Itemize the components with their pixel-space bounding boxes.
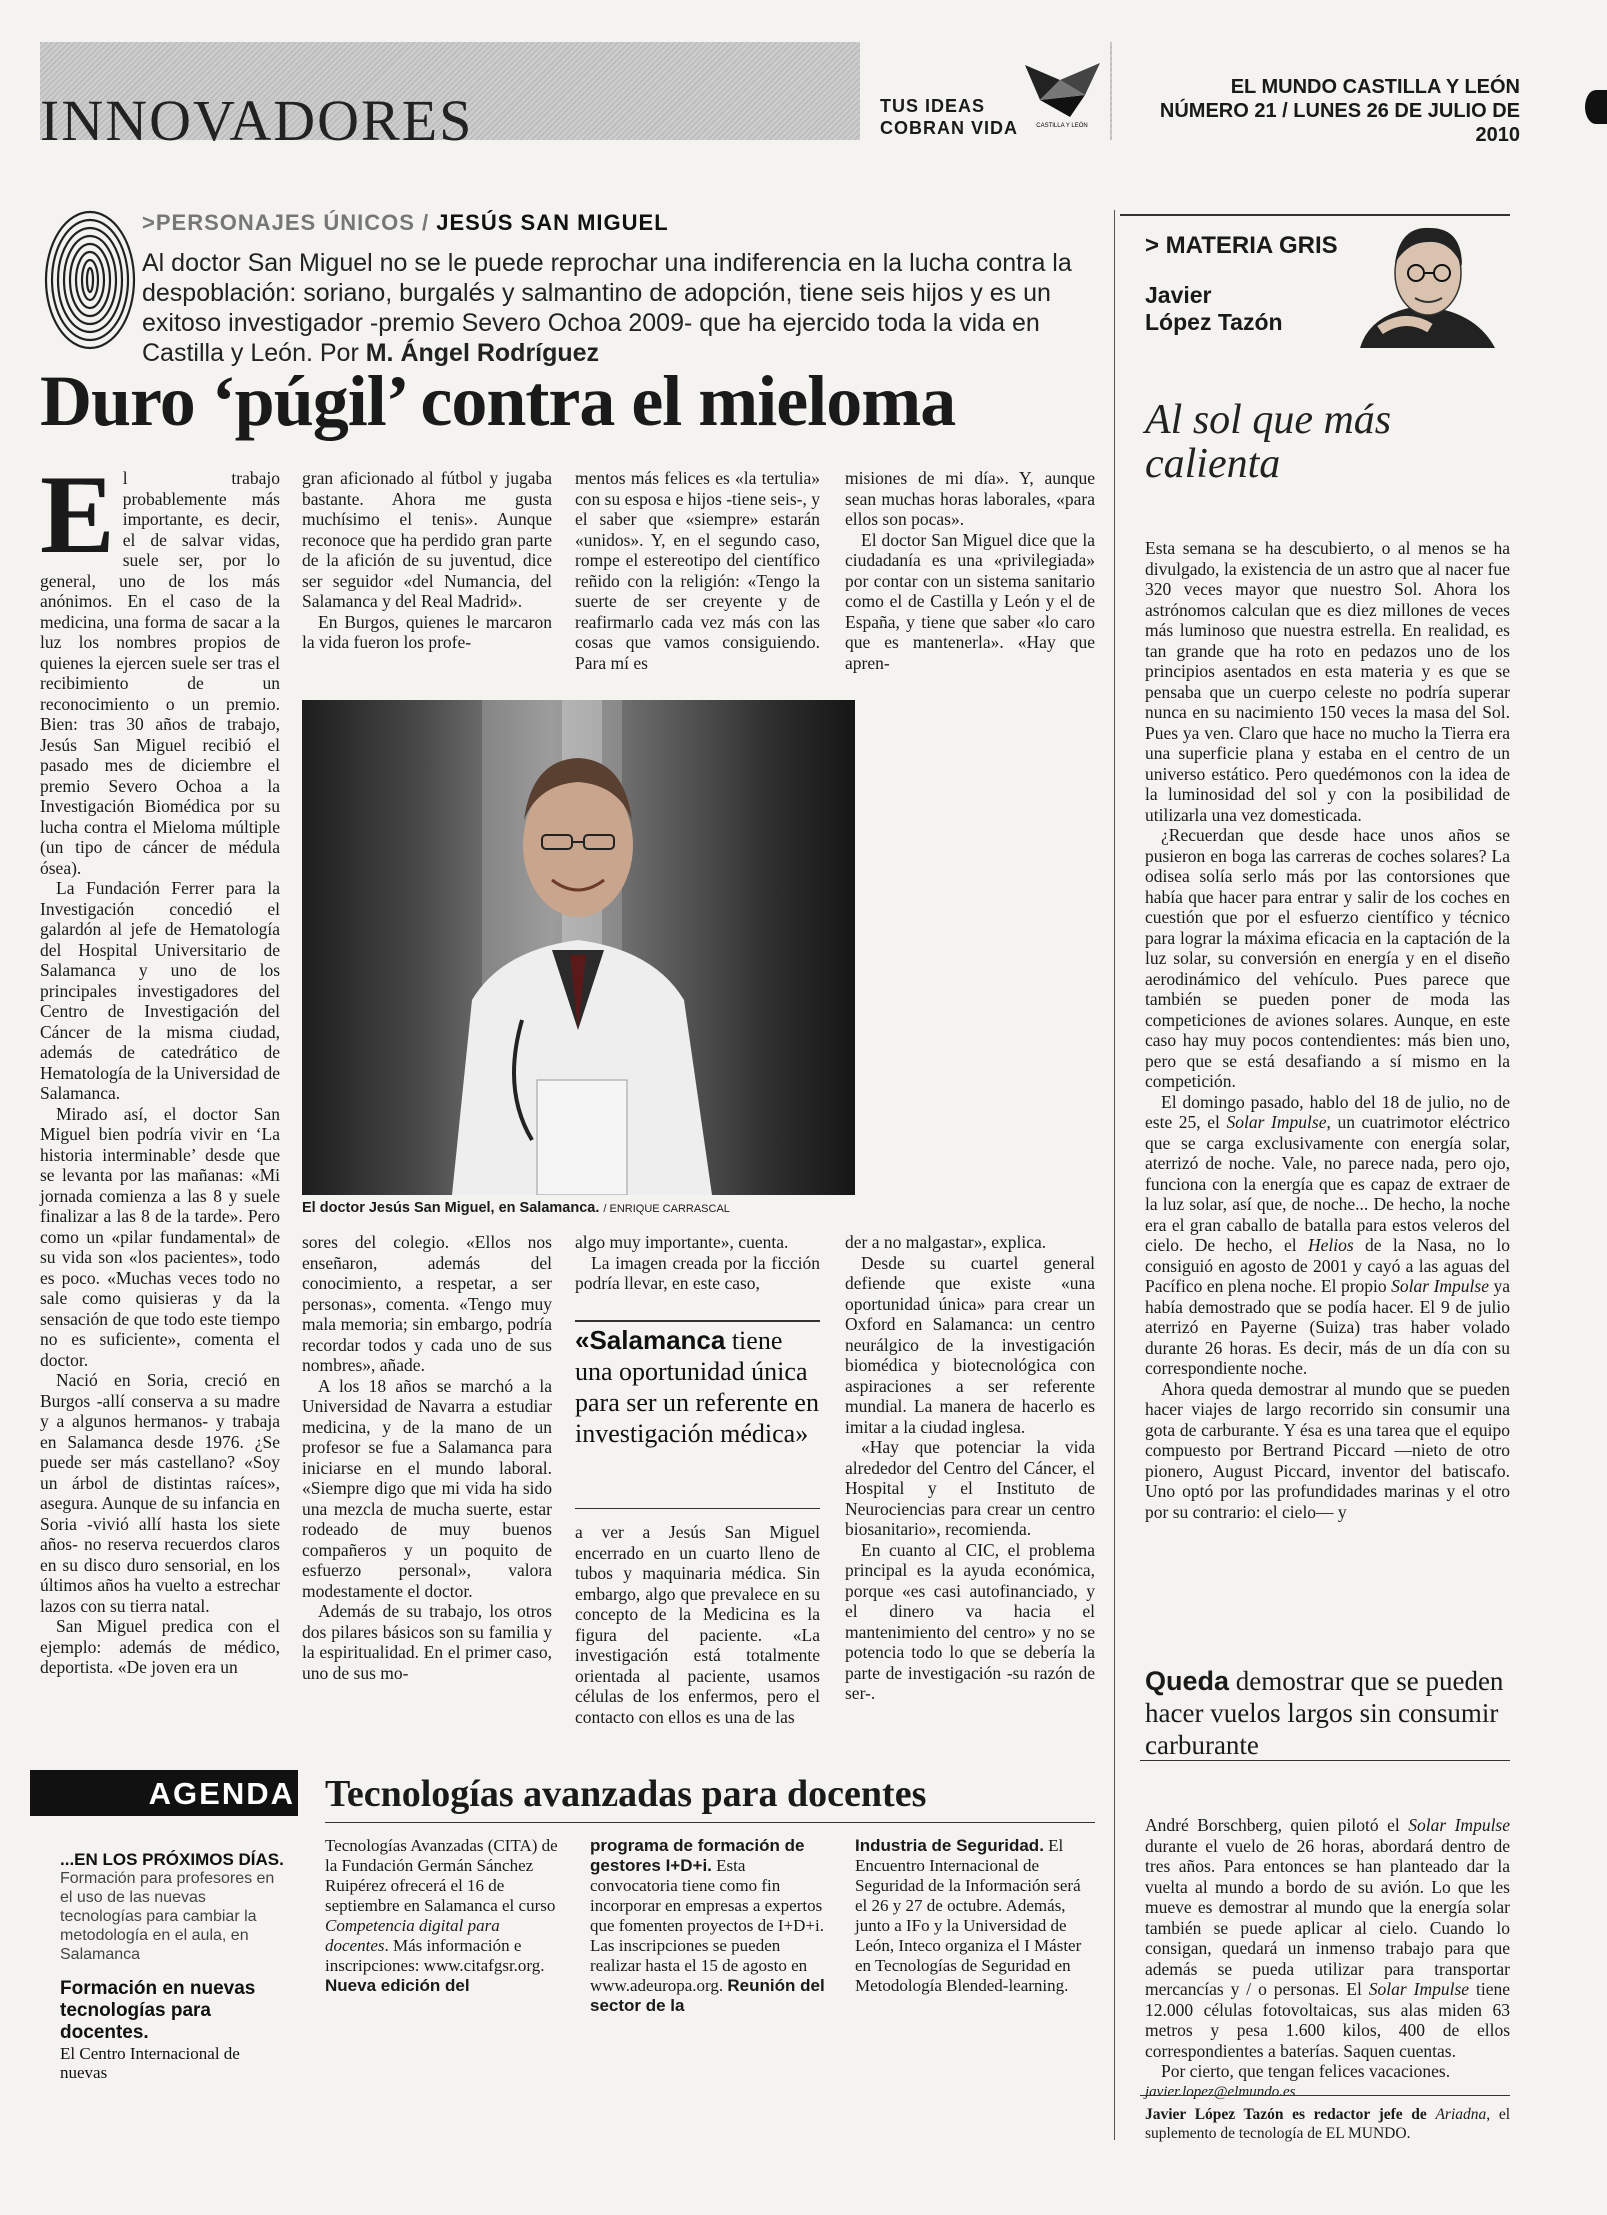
agenda-side bbox=[60, 1850, 290, 2082]
agenda-c1-a: Tecnologías Avanzadas (CITA) de la Fundación Germán Sánchez Ruipérez ofrecerá el 16 de septiembre en Salamanca el curso bbox=[325, 1836, 558, 1915]
sidebar-p3-i2: Helios bbox=[1307, 1235, 1354, 1255]
agenda-side-sub: Formación en nuevas tecnologías para docentes. bbox=[60, 1978, 256, 2043]
col1-para-3: Mirado así, el doctor San Miguel bien podría vivir en ‘La historia interminable’ desde que se levanta por las mañanas: «Mi jornada comienza a las 8 y suele finalizar a las 8 de la tarde». Pero como un «pilar fundamental» de su vida son «los pacientes», todo es poco. «Muchas veces todo no sale como quisieras y da la sensación de que todo este tiempo no es suficiente», comenta el doctor. bbox=[40, 1103, 280, 1370]
sidebar-para-6: Por cierto, que tengan felices vacaciones. bbox=[1161, 2061, 1451, 2081]
sidebar-p3-i3: Solar Impulse bbox=[1391, 1276, 1489, 1296]
agenda-side-kicker: ...EN LOS PRÓXIMOS DÍAS. bbox=[60, 1850, 284, 1869]
col2-bottom-para-1: sores del colegio. «Ellos nos enseñaron, además del conocimiento, a respetar, a ser personas», comenta. «Tengo muy mala memoria; sin embargo, podría recordar todos y cada uno de sus nombres», añade. bbox=[302, 1232, 552, 1375]
col2-bottom-para-2: A los 18 años se marchó a la Universidad de Navarra a estudiar medicina, y de la mano de un profesor se fue a Salamanca para iniciarse en el mundo laboral. «Siempre digo que mi vida ha sido una mezcla de mucha suerte, estar rodeado de muy buenos compañeros y un poquito de esfuerzo personal», valora modestamente el doctor. bbox=[302, 1375, 552, 1601]
section-title: INNOVADORES bbox=[40, 88, 474, 153]
sidebar-p5-i1: Solar Impulse bbox=[1408, 1815, 1511, 1835]
article-column-3-end bbox=[575, 1522, 820, 1727]
article-column-2-top bbox=[302, 468, 552, 653]
agenda-c2-text: Esta convocatoria tiene como fin incorporar en empresas a expertos que fomenten proyectos de I+D+i. Las inscripciones se pueden realizar hasta el 15 de agosto en www.adeuropa.org. bbox=[590, 1856, 824, 1995]
sidebar-body bbox=[1145, 538, 1510, 1522]
pull-quote-rule-bottom bbox=[575, 1508, 820, 1509]
kicker-section: >PERSONAJES ÚNICOS / bbox=[142, 210, 430, 235]
article-column-3-top bbox=[575, 468, 820, 673]
sidebar-pull-bold: Queda bbox=[1145, 1666, 1230, 1696]
issue-date: NÚMERO 21 / LUNES 26 DE JULIO DE 2010 bbox=[1159, 100, 1520, 146]
caption-text: El doctor Jesús San Miguel, en Salamanca. bbox=[302, 1200, 600, 1216]
agenda-side-desc: Formación para profesores en el uso de las nuevas tecnologías para cambiar la metodología en el aula, en Salamanca bbox=[60, 1870, 275, 1963]
column-title: Al sol que más calienta bbox=[1145, 397, 1392, 487]
article-deck bbox=[142, 248, 1092, 368]
agenda-c3-bold: Industria de Seguridad. bbox=[855, 1836, 1044, 1855]
kicker-name: JESÚS SAN MIGUEL bbox=[436, 210, 669, 235]
col4-bottom-para-1: der a no malgastar», explica. bbox=[845, 1232, 1047, 1252]
agenda-c3-text: El Encuentro Internacional de Seguridad de la Información será el 26 y 27 de octubre. Además, junto a IFo y la Universidad de León, Inteco organiza el I Máster en Tecnologías de Seguridad en Metodología Blended-learning. bbox=[855, 1836, 1082, 1995]
sidebar-p3-i1: Solar Impulse bbox=[1226, 1112, 1327, 1132]
sidebar-p3-b: , un cuatrimotor eléctrico que se carga exclusivamente con energía solar, aterrizó de noche. Vale, no parece nada, pero ojo, funciona con la energía que es capaz de extraer de la luz solar, así que, de noche... De hecho, la noche era el gran caballo de batalla para estos veleros del cielo. De hecho, el bbox=[1145, 1112, 1511, 1255]
slogan-line-2: COBRAN VIDA bbox=[880, 118, 1019, 138]
bio-b: , el suplemento de tecnología de EL MUNDO. bbox=[1145, 2106, 1510, 2142]
agenda-column-2 bbox=[590, 1836, 835, 2016]
col2-bottom-para-3: Además de su trabajo, los otros dos pilares básicos son su familia y la espiritualidad. En el primer caso, uno de sus mo- bbox=[302, 1601, 552, 1683]
article-kicker bbox=[142, 210, 669, 236]
col4-bottom-para-3: «Hay que potenciar la vida alrededor del Centro del Cáncer, el Hospital y el Instituto de Neurociencias para crear un centro biosanitario», recomienda. bbox=[845, 1437, 1095, 1539]
sidebar-p3-d: ya había demostrado que se podía hacer. El 9 de julio aterrizó en Payerne (Suiza) tras haber volado durante 26 horas. Es decir, más de un día con su correspondiente noche. bbox=[1145, 1276, 1511, 1378]
slogan-line-1: TUS IDEAS bbox=[880, 96, 986, 116]
sidebar-divider bbox=[1114, 210, 1115, 2140]
col1-para-1: l trabajo probablemente más importante, es decir, el de salvar vidas, suele ser, por lo general, uno de los más anónimos. En el caso de la medicina, una forma de sacar a la luz los nombres propios de quienes la ejercen suele ser tras el recibimiento de un reconocimiento o un premio. Bien: tras 30 años de trabajo, Jesús San Miguel recibió el pasado mes de diciembre el premio Severo Ochoa a la Investigación Biomédica por su lucha contra el Mieloma múltiple (un tipo de cáncer de médula ósea). bbox=[40, 468, 280, 878]
col4-bottom-para-2: Desde su cuartel general defiende que existe «una oportunidad única» para crear un Oxford en Salamanca: un centro neurálgico de la investigación biomédica y biotecnológica con aspiraciones a ser referente mundial. La manera de hacerlo es imitar a la ciudad inglesa. bbox=[845, 1252, 1095, 1437]
edge-mark bbox=[1585, 90, 1607, 124]
article-column-3-bottom bbox=[575, 1232, 820, 1294]
agenda-title: Tecnologías avanzadas para docentes bbox=[325, 1773, 927, 1815]
article-photo bbox=[302, 700, 855, 1195]
paper-info bbox=[1120, 75, 1520, 147]
pull-quote-bold: «Salamanca bbox=[575, 1325, 726, 1355]
pull-quote bbox=[575, 1325, 820, 1449]
article-column-4-top bbox=[845, 468, 1095, 673]
sidebar-pull-text: demostrar que se pueden hacer vuelos largos sin consumir carburante bbox=[1145, 1666, 1504, 1760]
sidebar-p5-b: durante el vuelo de 26 horas, abordará dentro de tres años. Para entonces se han planteado dar la vuelta al mundo a bordo de su avión. Lo que les mueve es demostrar al mundo que la energía solar también se puede aplicar al cielo. Cuando lo consigan, quedará un inmenso trabajo para que además se pueda utilizar para transportar mercancías y / o personas. El bbox=[1145, 1835, 1510, 1999]
columnist-bio bbox=[1145, 2105, 1510, 2143]
fingerprint-icon bbox=[40, 205, 140, 355]
col4-para-1: misiones de mi día». Y, aunque sean muchas horas laborales, «para ellos son pocas». bbox=[845, 468, 1095, 529]
sidebar-para-4: Ahora queda demostrar al mundo que se pueden hacer viajes de largo recorrido sin consumir una gota de carburante. Y ésa es una tarea que el equipo compuesto por Bertrand Piccard —nieto de otro pionero, August Piccard, inventor del batiscafo. Uno optó por las profundidades marinas y el otro por su contrario: el cielo— y bbox=[1145, 1378, 1510, 1522]
agenda-c1-b: . Más información e inscripciones: www.citafgsr.org. bbox=[325, 1936, 545, 1975]
col3-bottom-para-3: a ver a Jesús San Miguel encerrado en un cuarto lleno de tubos y maquinaria médica. Sin embargo, algo que prevalece en su concepto de la Medicina es la figura del paciente. «La investigación está totalmente orientada al paciente, usamos células de los enfermos, pero el contacto con ellos es una de las bbox=[575, 1522, 820, 1727]
sidebar-rule-top bbox=[1120, 214, 1510, 216]
col1-para-2: La Fundación Ferrer para la Investigación concedió el galardón al jefe de Hematología del Hospital Universitario de Salamanca y uno de los principales investigadores del Centro de Investigación del Cáncer de la misma ciudad, además de catedrático de Hematología de la Universidad de Salamanca. bbox=[40, 878, 280, 1103]
sidebar-para-1: Esta semana se ha descubierto, o al menos se ha divulgado, la existencia de un astro que al nacer fue 320 veces mayor que nuestro Sol. Ahora los astrónomos calculan que es diez millones de veces más luminoso que nuestra estrella. En realidad, es tan grande que ha roto en pedazos uno de los principios asentados en esta materia y es que se pensaba que un cuerpo celeste no podría superar nunca en su nacimiento 150 veces la masa del Sol. Pues ya ven. Claro que hace no mucho la Tierra era una superficie plana y estaba en el centro de un universo estático. Pero quedémonos con la idea de la luminosidad del sol y con la posibilidad de utilizarla una vez domesticada. bbox=[1145, 538, 1510, 825]
sidebar-p3-a: El domingo pasado, hablo del 18 de julio, no de este 25, el bbox=[1145, 1091, 1510, 1132]
columnist-first: Javier bbox=[1145, 282, 1212, 308]
col3-bottom-para-1: algo muy importante», cuenta. bbox=[575, 1232, 789, 1252]
logo-caption: CASTILLA Y LEÓN bbox=[1036, 123, 1088, 129]
col3-bottom-para-2: La imagen creada por la ficción podría llevar, en este caso, bbox=[575, 1252, 820, 1293]
col4-bottom-para-4: En cuanto al CIC, el problema principal es la ayuda económica, porque «es casi autofinanciado, y el dinero va hacia el mantenimiento del centro» y no se potencia todo lo que se debería la parte de investigación -su razón de ser-. bbox=[845, 1539, 1095, 1703]
sidebar-para-3 bbox=[1145, 1092, 1510, 1379]
paper-name: EL MUNDO CASTILLA Y LEÓN bbox=[1230, 76, 1520, 98]
col2-para-1: gran aficionado al fútbol y jugaba bastante. Ahora me gusta muchísimo el tenis». Aunque reconoce que ha perdido gran parte de la afición de su juventud, dice ser seguidor «del Numancia, del Salamanca y del Real Madrid». bbox=[302, 468, 552, 611]
agenda-column-1 bbox=[325, 1836, 560, 1996]
article-column-1 bbox=[40, 453, 280, 1678]
col1-para-5: San Miguel predica con el ejemplo: además de médico, deportista. «De joven era un bbox=[40, 1616, 280, 1677]
agenda-label: AGENDA bbox=[148, 1776, 295, 1811]
sidebar-body-end bbox=[1145, 1815, 1510, 2102]
agenda-side-text: El Centro Internacional de nuevas bbox=[60, 2044, 240, 2082]
columnist-portrait bbox=[1350, 218, 1505, 348]
columnist-name bbox=[1145, 282, 1283, 336]
article-column-4-bottom bbox=[845, 1232, 1095, 1704]
article-column-2-bottom bbox=[302, 1232, 552, 1683]
bio-i: Ariadna bbox=[1435, 2106, 1487, 2123]
col4-para-2: El doctor San Miguel dice que la ciudadanía es una «privilegiada» por contar con un sistema sanitario como el de Castilla y León y el de España, y tiene que saber «lo caro que es mantenerla». «Hay que apren- bbox=[845, 529, 1095, 673]
byline: M. Ángel Rodríguez bbox=[365, 339, 600, 367]
sidebar-pull-rule bbox=[1140, 1760, 1510, 1761]
deck-text: Al doctor San Miguel no se le puede reprochar una indiferencia en la lucha contra la despoblación: soriano, burgalés y salmantino de adopción, tiene seis hijos y es un exitoso investigador -premio Severo Ochoa 2009- que ha ejercido toda la vida en Castilla y León. Por bbox=[142, 249, 1072, 367]
sidebar-p5-c: tiene 12.000 células fotovoltaicas, sus alas miden 63 metros y pesa 1.600 kilos, 400 de ellos correspondientes a baterías. Saquen cuentas. bbox=[1145, 1979, 1511, 2061]
sidebar-p5-a: André Borschberg, quien pilotó el bbox=[1145, 1815, 1400, 1835]
col1-para-4: Nació en Soria, creció en Burgos -allí conserva a su madre y a algunos hermanos- y trabaja en Salamanca desde 1976. ¿Se puede ser más castellano? «Soy un árbol de distintas raíces», asegura. Aunque de su infancia en Soria -vivió allí hasta los siete años- no reserva recuerdos claros en su disco duro sensorial, en los últimos años ha vuelto a estrechar lazos con su tierra natal. bbox=[40, 1370, 280, 1616]
sidebar-para-2: ¿Recuerdan que desde hace unos años se pusieron en boga las carreras de coches solares? La odisea solía serlo más por las contorsiones que había que hacer para entrar y salir de los coches en cuestión que por el esfuerzo científico y técnico para lograr la máxima eficacia en la captación de la luz solar, su conversión en energía y en el diseño aerodinámico del vehículo. Pues parece que también se pueden poner de moda las competiciones de aviones solares. Aunque, en este caso hay muy pocos contendientes: más bien uno, pero que se está desafiando a sí mismo en la competición. bbox=[1145, 825, 1510, 1091]
photo-credit: / ENRIQUE CARRASCAL bbox=[603, 1203, 730, 1215]
sidebar-p5-i2: Solar Impulse bbox=[1368, 1979, 1470, 1999]
agenda-column-3 bbox=[855, 1836, 1095, 1996]
agenda-c1-i: Competencia digital para docentes bbox=[325, 1916, 500, 1955]
bio-a: Javier López Tazón es redactor jefe de bbox=[1145, 2106, 1427, 2123]
agenda-rule bbox=[325, 1822, 1095, 1823]
slogan bbox=[880, 95, 1018, 139]
photo-caption bbox=[302, 1200, 855, 1216]
agenda-c2-bold2: Reunión del sector de la bbox=[590, 1976, 825, 2015]
sidebar-kicker: > MATERIA GRIS bbox=[1145, 232, 1338, 259]
sidebar-pull-quote bbox=[1145, 1665, 1505, 1761]
agenda-c2-bold: programa de formación de gestores I+D+i. bbox=[590, 1836, 805, 1875]
col3-para-1: mentos más felices es «la tertulia» con su esposa e hijos -tiene seis-, y el saber que «siempre» estarán «unidos». Y, en el segundo caso, rompe el estereotipo del científico reñido con la religión: «Tengo la suerte de ser creyente y de reafirmarlo cada vez más con las cosas que vamos consiguiendo. Para mí es bbox=[575, 468, 820, 673]
sidebar-p3-c: de la Nasa, no lo consiguió en agosto de 2001 y cayó a las aguas del Pacífico en plena noche. El propio bbox=[1145, 1235, 1510, 1296]
agenda-c1-bold: Nueva edición del bbox=[325, 1976, 470, 1995]
dropcap: E bbox=[40, 453, 115, 577]
columnist-last: López Tazón bbox=[1145, 309, 1283, 335]
columnist-email[interactable]: javier.lopez@elmundo.es bbox=[1145, 2083, 1296, 2100]
headline: Duro ‘púgil’ contra el mieloma bbox=[40, 361, 956, 441]
pull-quote-rule-top bbox=[575, 1320, 820, 1322]
castilla-leon-logo bbox=[1015, 55, 1110, 130]
pull-quote-text: tiene una oportunidad única para ser un referente en investigación médica» bbox=[575, 1326, 819, 1448]
col2-para-2: En Burgos, quienes le marcaron la vida fueron los profe- bbox=[302, 611, 552, 652]
bio-rule bbox=[1140, 2095, 1510, 2096]
